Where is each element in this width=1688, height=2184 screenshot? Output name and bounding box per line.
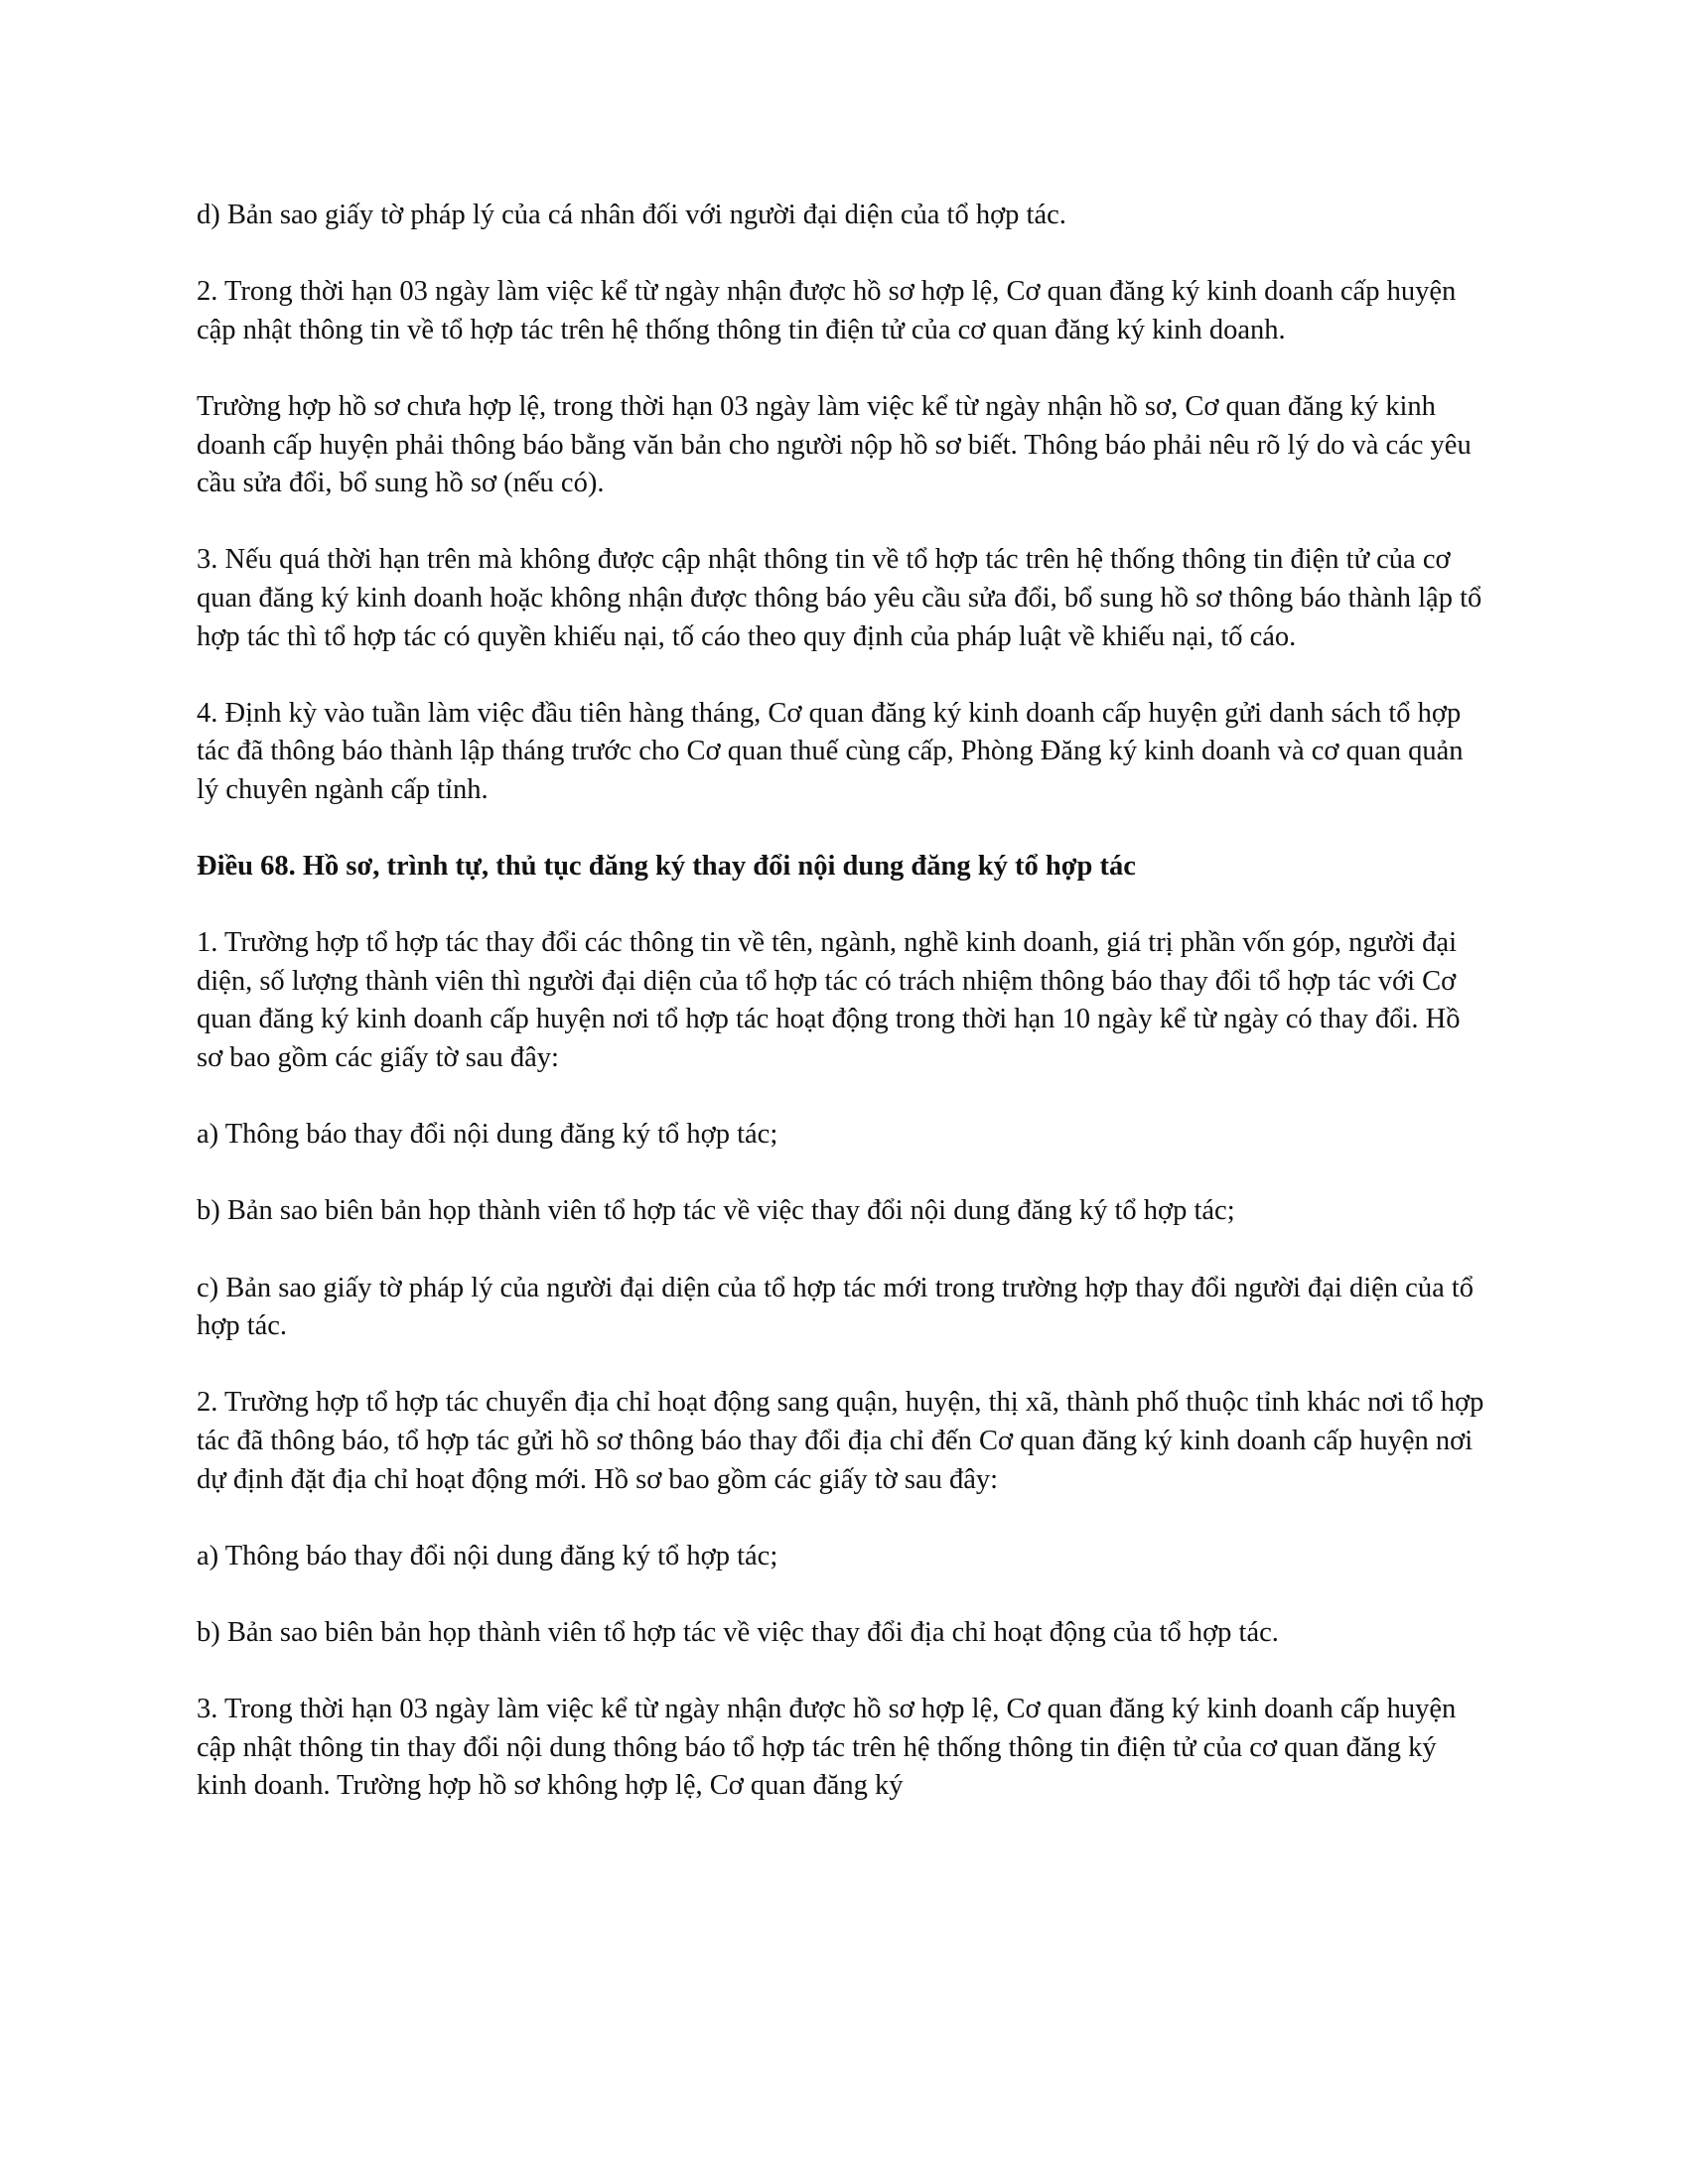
paragraph-clause-3: 3. Nếu quá thời hạn trên mà không được cập nhật thông tin về tổ hợp tác trên hệ thống thông tin điện tử của cơ quan đăng ký kinh doanh hoặc không nhận được thông báo yêu cầu sửa đổi, bổ sung hồ sơ thông báo thành lập tổ hợp tác thì tổ hợp tác có quyền khiếu nại, tố cáo theo quy định của pháp luật về khiếu nại, tố cáo. bbox=[197, 544, 1482, 652]
article-68-heading: Điều 68. Hồ sơ, trình tự, thủ tục đăng ký thay đổi nội dung đăng ký tổ hợp tác bbox=[197, 851, 1136, 883]
paragraph-item-c: c) Bản sao giấy tờ pháp lý của người đại diện của tổ hợp tác mới trong trường hợp thay đổi người đại diện của tổ hợp tác. bbox=[197, 1272, 1475, 1342]
paragraph-item-d: d) Bản sao giấy tờ pháp lý của cá nhân đối với người đại diện của tổ hợp tác. bbox=[197, 200, 1066, 230]
paragraph-clause-4: 4. Định kỳ vào tuần làm việc đầu tiên hàng tháng, Cơ quan đăng ký kinh doanh cấp huyện gửi danh sách tổ hợp tác đã thông báo thành lập tháng trước cho Cơ quan thuế cùng cấp, Phòng Đăng ký kinh doanh và cơ quan quản lý chuyên ngành cấp tỉnh. bbox=[197, 697, 1464, 805]
paragraph-article-68-clause-2: 2. Trường hợp tổ hợp tác chuyển địa chỉ hoạt động sang quận, huyện, thị xã, thành phố thuộc tỉnh khác nơi tổ hợp tác đã thông báo, tổ hợp tác gửi hồ sơ thông báo thay đổi địa chỉ đến Cơ quan đăng ký kinh doanh cấp huyện nơi dự định đặt địa chỉ hoạt động mới. Hồ sơ bao gồm các giấy tờ sau đây: bbox=[197, 1387, 1484, 1495]
paragraph-clause-2: 2. Trong thời hạn 03 ngày làm việc kể từ ngày nhận được hồ sơ hợp lệ, Cơ quan đăng ký kinh doanh cấp huyện cập nhật thông tin về tổ hợp tác trên hệ thống thông tin điện tử của cơ quan đăng ký kinh doanh. bbox=[197, 276, 1457, 345]
paragraph-article-68-clause-3: 3. Trong thời hạn 03 ngày làm việc kể từ ngày nhận được hồ sơ hợp lệ, Cơ quan đăng ký kinh doanh cấp huyện cập nhật thông tin thay đổi nội dung thông báo tổ hợp tác trên hệ thống thông tin điện tử của cơ quan đăng ký kinh doanh. Trường hợp hồ sơ không hợp lệ, Cơ quan đăng ký bbox=[197, 1694, 1457, 1802]
document-page bbox=[197, 197, 1491, 1844]
paragraph-item-a: a) Thông báo thay đổi nội dung đăng ký tổ hợp tác; bbox=[197, 1119, 778, 1151]
paragraph-item-b: b) Bản sao biên bản họp thành viên tổ hợp tác về việc thay đổi nội dung đăng ký tổ hợp tác; bbox=[197, 1195, 1235, 1227]
paragraph-article-68-clause-1: 1. Trường hợp tổ hợp tác thay đổi các thông tin về tên, ngành, nghề kinh doanh, giá trị phần vốn góp, người đại diện, số lượng thành viên thì người đại diện của tổ hợp tác có trách nhiệm thông báo thay đổi tổ hợp tác với Cơ quan đăng ký kinh doanh cấp huyện nơi tổ hợp tác hoạt động trong thời hạn 10 ngày kể từ ngày có thay đổi. Hồ sơ bao gồm các giấy tờ sau đây: bbox=[197, 927, 1461, 1074]
paragraph-invalid-dossier: Trường hợp hồ sơ chưa hợp lệ, trong thời hạn 03 ngày làm việc kể từ ngày nhận hồ sơ, Cơ quan đăng ký kinh doanh cấp huyện phải thông báo bằng văn bản cho người nộp hồ sơ biết. Thông báo phải nêu rõ lý do và các yêu cầu sửa đổi, bổ sung hồ sơ (nếu có). bbox=[197, 390, 1472, 499]
paragraph-item-a-2: a) Thông báo thay đổi nội dung đăng ký tổ hợp tác; bbox=[197, 1540, 778, 1571]
paragraph-item-b-2: b) Bản sao biên bản họp thành viên tổ hợp tác về việc thay đổi địa chỉ hoạt động của tổ hợp tác. bbox=[197, 1616, 1279, 1648]
